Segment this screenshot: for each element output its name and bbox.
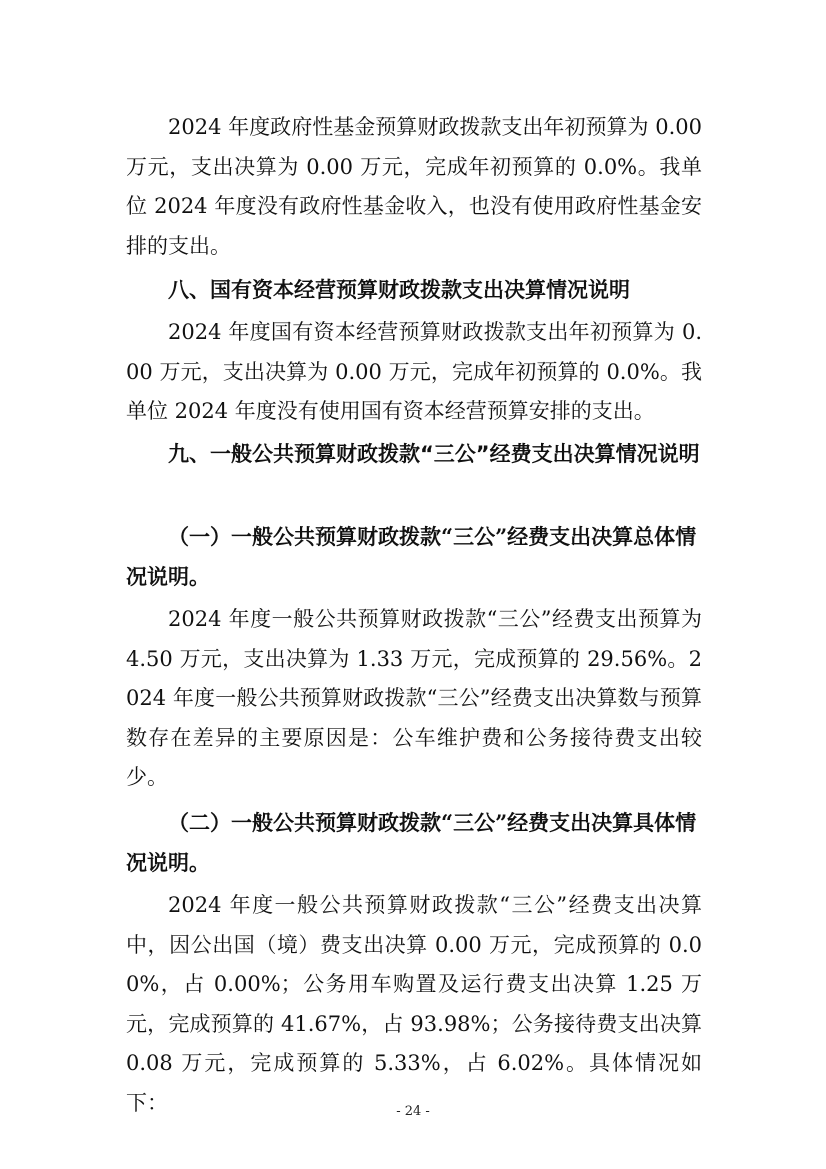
paragraph-three-public-detail: 2024 年度一般公共预算财政拨款“三公”经费支出决算中，因公出国（境）费支出决算 0.00 万元，完成预算的 0.00%，占 0.00%；公务用车购置及运行费支出决算 1.25 万元，完成预算的 41.67%，占 93.98%；公务接待费支出决算 0.08 万元，完成预算的 5.33%，占 6.02%。具体情况如下：: [126, 893, 702, 1115]
paragraph-government-fund: 2024 年度政府性基金预算财政拨款支出年初预算为 0.00 万元，支出决算为 0.00 万元，完成年初预算的 0.0%。我单位 2024 年度没有政府性基金收入，也没有使用政府性基金安排的支出。: [126, 115, 702, 258]
subsection-heading-1: （一）一般公共预算财政拨款“三公”经费支出决算总体情况说明。: [126, 524, 697, 589]
subsection-heading-2: （二）一般公共预算财政拨款“三公”经费支出决算具体情况说明。: [126, 810, 697, 875]
section-heading-9: 九、一般公共预算财政拨款“三公”经费支出决算情况说明: [168, 442, 700, 466]
section-heading-8: 八、国有资本经营预算财政拨款支出决算情况说明: [168, 278, 630, 302]
paragraph-three-public-overall: 2024 年度一般公共预算财政拨款“三公”经费支出预算为 4.50 万元，支出决算为 1.33 万元，完成预算的 29.56%。2024 年度一般公共预算财政拨款“三公”经费支出决算数与预算数存在差异的主要原因是：公车维护费和公务接待费支出较少。: [126, 607, 702, 789]
page-number: - 24 -: [396, 1104, 430, 1119]
paragraph-state-capital: 2024 年度国有资本经营预算财政拨款支出年初预算为 0.00 万元，支出决算为 0.00 万元，完成年初预算的 0.0%。我单位 2024 年度没有使用国有资本经营预算安排的支出。: [126, 320, 702, 423]
